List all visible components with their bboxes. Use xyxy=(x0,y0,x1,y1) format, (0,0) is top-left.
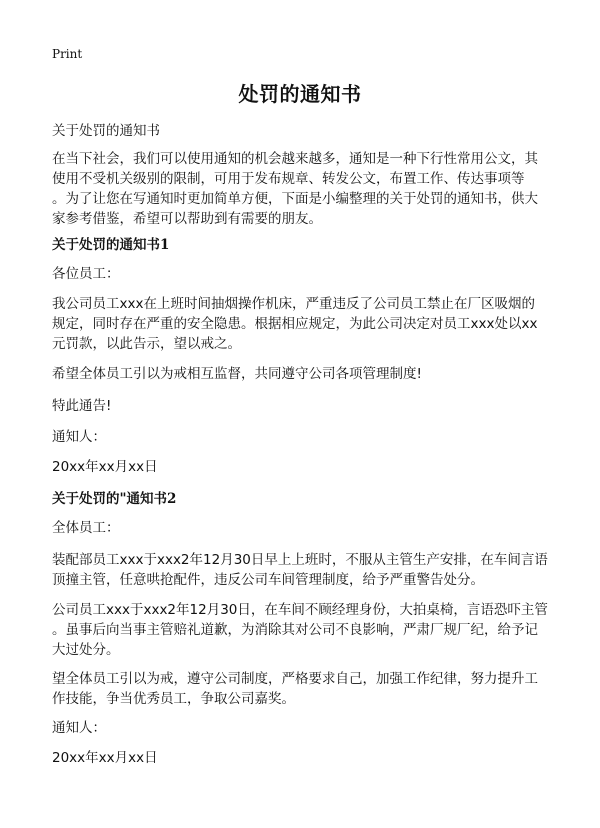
notice2-paragraph-line: 顶撞主管，任意哄抢配件，违反公司车间管理制度，给予严重警告处分。 xyxy=(52,572,484,588)
notice2-paragraph-line: 作技能，争当优秀员工，争取公司嘉奖。 xyxy=(52,691,295,707)
intro-paragraph xyxy=(52,149,552,229)
notice1-body-line: 我公司员工xxx在上班时间抽烟操作机床，严重违反了公司员工禁止在厂区吸烟的 xyxy=(52,296,535,312)
notice2-paragraph-line: 。虽事后向当事主管赔礼道歉，为消除其对公司不良影响，严肃厂规厂纪，给予记 xyxy=(52,622,538,638)
notice2-paragraph-line: 望全体员工引以为戒，遵守公司制度，严格要求自己，加强工作纪律，努力提升工 xyxy=(52,671,538,687)
notice2-paragraph-line: 公司员工xxx于xxx2年12月30日，在车间不顾经理身份，大拍桌椅，言语恐吓主管 xyxy=(52,602,548,618)
notice2-date: 20xx年xx月xx日 xyxy=(52,750,158,766)
notice1-salutation: 各位员工： xyxy=(52,266,120,282)
notice2-paragraph-line: 大过处分。 xyxy=(52,642,120,658)
notice2-paragraph-line: 装配部员工xxx于xxx2年12月30日早上上班时，不服从主管生产安排，在车间言语 xyxy=(52,552,548,568)
intro-line: 家参考借鉴，希望可以帮助到有需要的朋友。 xyxy=(52,211,322,227)
notice1-date: 20xx年xx月xx日 xyxy=(52,459,158,475)
notice2-heading: 关于处罚的"通知书2 xyxy=(52,491,177,507)
notice2-notifier: 通知人： xyxy=(52,720,106,736)
notice1-appeal: 希望全体员工引以为戒相互监督，共同遵守公司各项管理制度! xyxy=(52,366,422,382)
notice1-body-line: 元罚款，以此告示，望以戒之。 xyxy=(52,336,241,352)
notice1-body xyxy=(52,294,552,354)
notice2-paragraph-2 xyxy=(52,600,552,660)
document-subtitle: 关于处罚的通知书 xyxy=(52,123,160,139)
notice1-heading: 关于处罚的通知书1 xyxy=(52,237,170,253)
notice1-notifier: 通知人： xyxy=(52,429,106,445)
notice2-salutation: 全体员工： xyxy=(52,520,120,536)
notice2-paragraph-1 xyxy=(52,550,552,590)
print-link[interactable]: Print xyxy=(52,47,83,61)
intro-line: 。为了让您在写通知时更加简单方便，下面是小编整理的关于处罚的通知书，供大 xyxy=(52,191,538,207)
intro-line: 使用不受机关级别的限制，可用于发布规章、转发公文，布置工作、传达事项等 xyxy=(52,171,525,187)
page-title: 处罚的通知书 xyxy=(238,82,362,106)
notice1-body-line: 规定，同时存在严重的安全隐患。根据相应规定，为此公司决定对员工xxx处以xx xyxy=(52,316,538,332)
notice1-special: 特此通告! xyxy=(52,398,112,414)
notice2-paragraph-3 xyxy=(52,669,552,709)
intro-line: 在当下社会，我们可以使用通知的机会越来越多，通知是一种下行性常用公文，其 xyxy=(52,151,538,167)
